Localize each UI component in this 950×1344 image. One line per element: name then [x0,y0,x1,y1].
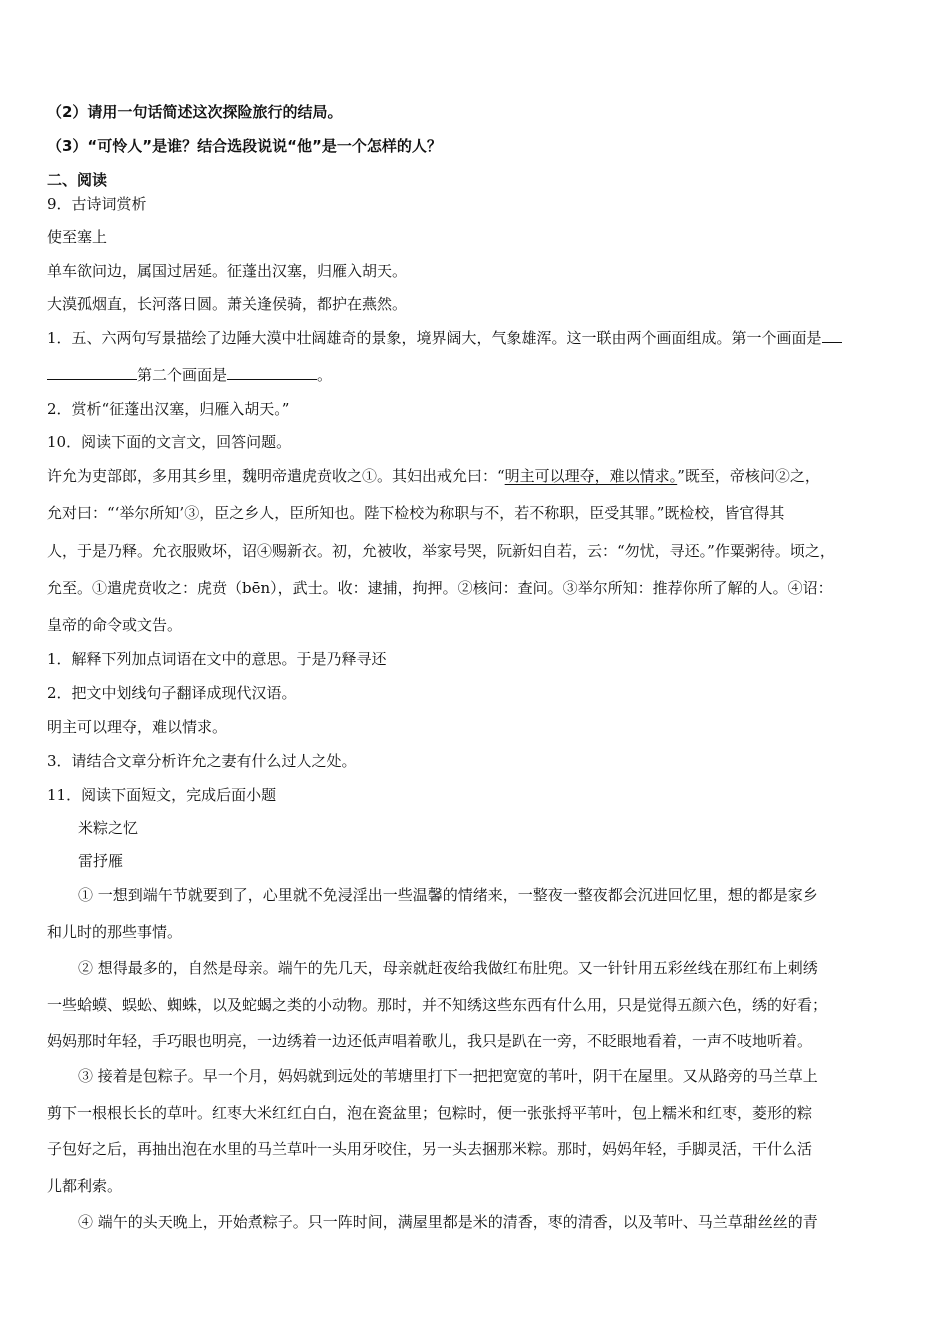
essay-paragraph-1-line-2: 和儿时的那些事情。 [47,923,183,941]
question-9-1-line-1 [47,328,842,348]
question-11-heading: 11．阅读下面短文，完成后面小题 [47,786,277,804]
essay-author: 雷抒雁 [78,852,124,870]
essay-title: 米粽之忆 [78,819,139,837]
classical-text-part: 许允为吏部郎，多用其乡里，魏明帝遣虎贲收之①。其妇出戒允曰：“ [47,467,505,485]
answer-blank [822,328,842,343]
poem-title: 使至塞上 [47,228,108,246]
question-9-2: 2．赏析“征蓬出汉塞，归雁入胡天。” [47,400,290,418]
question-10-3: 3．请结合文章分析许允之妻有什么过人之处。 [47,752,357,770]
classical-text-line-1 [47,466,820,486]
question-8-3: （3）“可怜人”是谁？结合选段说说“他”是一个怎样的人？ [47,137,442,155]
question-9-1-text: 1．五、六两句写景描绘了边陲大漠中壮阔雄奇的景象，境界阔大，气象雄浑。这一联由两个画面组成。第一个画面是 [47,329,822,347]
question-10-2-sentence: 明主可以理夺，难以情求。 [47,718,228,736]
essay-paragraph-4-line-1: ④ 端午的头天晚上，开始煮粽子。只一阵时间，满屋里都是米的清香，枣的清香，以及苇叶、马兰草甜丝丝的青 [78,1213,818,1231]
question-10-heading: 10．阅读下面的文言文，回答问题。 [47,433,292,451]
underlined-sentence: 明主可以理夺，难以情求。 [504,467,678,485]
question-9-heading: 9．古诗词赏析 [47,195,147,213]
poem-line-1: 单车欲问边，属国过居延。征蓬出汉塞，归雁入胡天。 [47,262,408,280]
question-9-1-line-2 [47,365,332,385]
poem-line-2: 大漠孤烟直，长河落日圆。萧关逢侯骑，都护在燕然。 [47,295,408,313]
answer-blank [47,365,137,380]
classical-text-part: ”既至，帝核问②之， [677,467,820,485]
classical-text-line-3: 人，于是乃释。允衣服败坏，诏④赐新衣。初，允被收，举家号哭，阮新妇自若，云：“勿忧，寻还。”作粟粥待。顷之， [47,542,835,560]
question-10-1: 1．解释下列加点词语在文中的意思。于是乃释寻还 [47,650,387,668]
answer-blank [227,365,317,380]
essay-paragraph-3-line-1: ③ 接着是包粽子。早一个月，妈妈就到远处的苇塘里打下一把把宽宽的苇叶，阴干在屋里。又从路旁的马兰草上 [78,1067,818,1085]
classical-text-notes: 允至。①遣虎贲收之：虎贲（bēn），武士。收：逮捕，拘押。②核问：查问。③举尔所知：推荐你所了解的人。④诏： [47,579,833,597]
essay-paragraph-2-line-1: ② 想得最多的，自然是母亲。端午的先几天，母亲就赶夜给我做红布肚兜。又一针针用五彩丝线在那红布上刺绣 [78,959,818,977]
essay-paragraph-3-line-4: 儿都利索。 [47,1177,123,1195]
question-8-2: （2）请用一句话简述这次探险旅行的结局。 [47,103,343,121]
question-9-1-text-2: 第二个画面是 [137,366,228,384]
question-9-1-end: 。 [317,366,333,384]
essay-paragraph-1-line-1: ① 一想到端午节就要到了，心里就不免浸淫出一些温馨的情绪来，一整夜一整夜都会沉进回忆里，想的都是家乡 [78,886,818,904]
classical-text-notes-2: 皇帝的命令或文告。 [47,616,183,634]
classical-text-line-2: 允对曰：“‘举尔所知’③，臣之乡人，臣所知也。陛下检校为称职与不，若不称职，臣受其罪。”既检校，皆官得其 [47,504,785,522]
question-10-2: 2．把文中划线句子翻译成现代汉语。 [47,684,297,702]
essay-paragraph-2-line-3: 妈妈那时年轻，手巧眼也明亮，一边绣着一边还低声唱着歌儿，我只是趴在一旁，不眨眼地看着，一声不吱地听着。 [47,1032,813,1050]
essay-paragraph-3-line-3: 子包好之后，再抽出泡在水里的马兰草叶一头用牙咬住，另一头去捆那米粽。那时，妈妈年轻，手脚灵活，干什么活 [47,1140,813,1158]
essay-paragraph-2-line-2: 一些蛤蟆、蜈蚣、蜘蛛，以及蛇蝎之类的小动物。那时，并不知绣这些东西有什么用，只是觉得五颜六色，绣的好看； [47,996,828,1014]
essay-paragraph-3-line-2: 剪下一根根长长的草叶。红枣大米红红白白，泡在瓷盆里；包粽时，便一张张捋平苇叶，包上糯米和红枣，菱形的粽 [47,1104,813,1122]
section-heading-reading: 二、阅读 [47,171,108,189]
